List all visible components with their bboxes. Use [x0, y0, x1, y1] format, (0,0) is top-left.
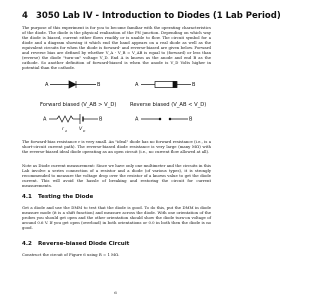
- resistance-paragraph: The forward-bias resistance r is very small. An "ideal" diode has no forward resistance (i.e., is a short-circuit current path). The reverse-biased diode resistance is very large (many MΩ) with the reverse-biased ideal diode operating as an open circuit (i.e., no current flow allowed at all).: [22, 139, 211, 155]
- measurement-note-paragraph: Note as Diode current measurement: Since we have only one multimeter and the circuits in this Lab involve a series connection of a resistor and a diode (of various types), it is strongly recommended to measure the voltage drop over the resistor of a known value to get the diode current. This will avoid the hassle of breaking and restoring the circuit for current measurements.: [22, 163, 211, 189]
- testing-paragraph: Get a diode and use the DMM to test that the diode is good. To do this, put the DMM in diode measure mode (it is a shift function) and measure across the diode. With one orientation of the probes you should get open and the other orientation should show the diode turn-on voltage of around 0.6 V. If you get open (overload) in both orientations or 0.0 in both then the diode is no good.: [22, 205, 211, 231]
- forward-terminal-b: B: [99, 116, 103, 123]
- forward-equivalent-circuit: [43, 114, 103, 133]
- package-terminal-a: A: [135, 82, 139, 88]
- battery-label-v: V: [79, 127, 83, 132]
- battery-label-sub: D: [83, 129, 86, 133]
- page-number: 6: [114, 290, 117, 295]
- section-title: 3050 Lab IV - Introduction to Diodes (1 Lab Period): [36, 11, 281, 21]
- reverse-equivalent-circuit: [135, 117, 193, 123]
- subsection-reverse-heading: [22, 241, 129, 247]
- reverse-terminal-b: B: [189, 116, 193, 123]
- diode-terminal-b: B: [97, 82, 101, 88]
- package-terminal-b: B: [192, 82, 196, 88]
- section-number: 4: [22, 11, 28, 21]
- subsection-testing-title: Testing the Diode: [38, 194, 94, 200]
- diode-terminal-a: A: [45, 82, 49, 88]
- subsection-reverse-number: 4.2: [22, 241, 32, 247]
- reverse-circuit-paragraph: Construct the circuit of Figure 6 using R = 1 MΩ.: [22, 252, 120, 257]
- subsection-reverse-title: Reverse-biased Diode Circuit: [38, 241, 130, 247]
- subsection-testing-number: 4.1: [22, 194, 32, 200]
- resistor-label-d: d: [65, 129, 67, 133]
- svg-text:Reverse biased (V_AB < V_D): Reverse biased (V_AB < V_D): [130, 102, 207, 108]
- forward-label: [40, 102, 116, 108]
- intro-paragraph: The purpose of this experiment is for you to become familiar with the operating characteristics of the diode. The diode is the physical realization of the PN junction. Depending on which way the diode is biased, current either flows readily or is unable to flow. The circuit symbol for a diode and a diagram showing it which end the band appears on a real diode as well as the equivalent circuits for when the diode is forward- and reverse-biased are given below. Forward and reverse bias are defined by whether V_A - V_B = V_AB is equal to (forward) or less than (reverse) the diode "turn-on" voltage V_D. End A is known as the anode and end B as the cathode. So another definition of forward-biased is when the anode is V_D Volts higher in potential than the cathode.: [22, 25, 211, 71]
- reverse-label: [130, 102, 206, 108]
- section-heading: [22, 11, 281, 21]
- resistor-label-r: r: [62, 127, 64, 132]
- svg-text:Forward biased (V_AB > V_D): Forward biased (V_AB > V_D): [40, 102, 117, 108]
- diode-package: [135, 82, 196, 89]
- diode-symbol: [45, 81, 101, 88]
- forward-terminal-a: A: [43, 116, 47, 123]
- subsection-testing-heading: [22, 194, 93, 200]
- reverse-terminal-a: A: [135, 116, 139, 123]
